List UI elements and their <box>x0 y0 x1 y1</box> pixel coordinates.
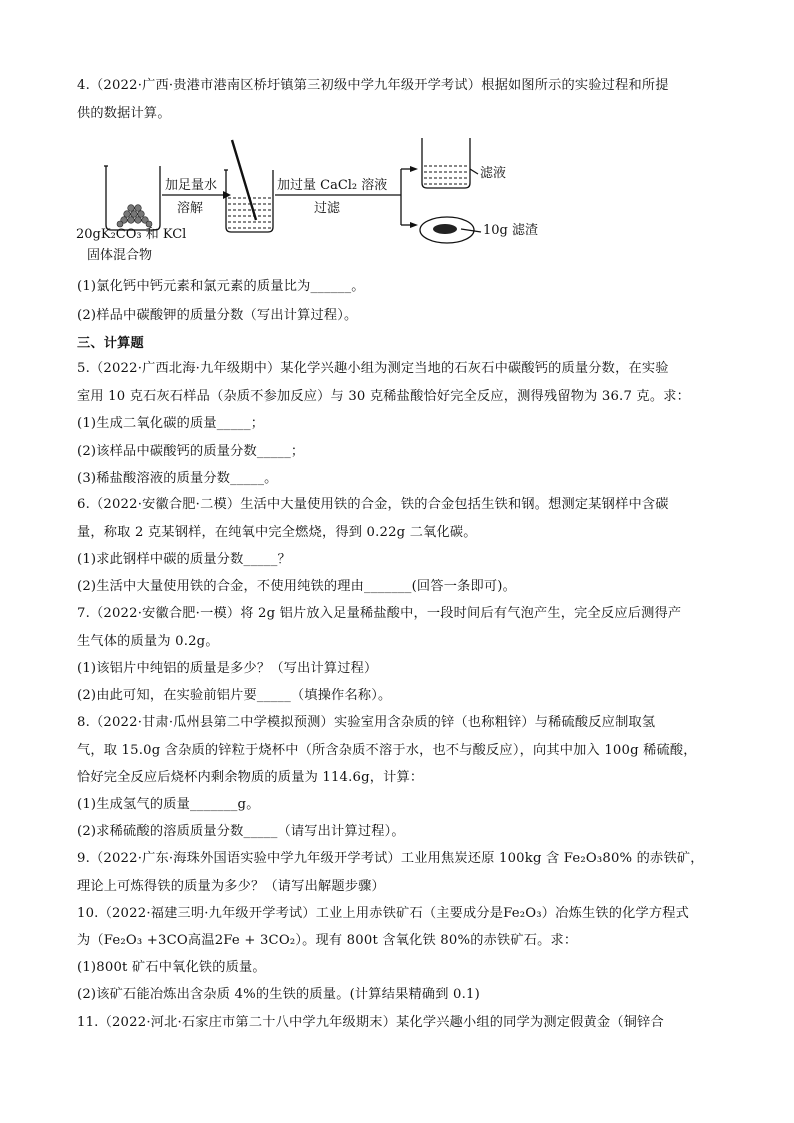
q10-sub1: (1)800t 矿石中氧化铁的质量。 <box>77 960 266 975</box>
filtrate-label: 滤液 <box>480 166 507 181</box>
q5-text-line1: 5.（2022·广西北海·九年级期中）某化学兴趣小组为测定当地的石灰石中碳酸钙的质量分数，在实验 <box>77 361 669 376</box>
section-heading: 三、计算题 <box>77 336 144 351</box>
q5-text-line2: 室用 10 克石灰石样品（杂质不参加反应）与 30 克稀盐酸恰好完全反应，测得残留物为 36.7 克。求： <box>77 389 690 404</box>
q8-text-line3: 恰好完全反应后烧杯内剩余物质的质量为 114.6g，计算： <box>77 770 424 785</box>
q5-sub3: (3)稀盐酸溶液的质量分数_____。 <box>77 471 278 486</box>
q8-text-line1: 8.（2022·甘肃·瓜州县第二中学模拟预测）实验室用含杂质的锌（也称粗锌）与稀硫酸反应制取氢 <box>77 715 656 730</box>
residue-label: 10g 滤渣 <box>483 223 538 238</box>
q6-sub1: (1)求此钢样中碳的质量分数_____？ <box>77 552 291 567</box>
q7-sub1: (1)该铝片中纯铝的质量是多少？（写出计算过程） <box>77 661 378 676</box>
q10-text-line2: 为（Fe₂O₃ +3CO高温2Fe + 3CO₂）。现有 800t 含氧化铁 80%的赤铁矿石。求： <box>77 933 578 948</box>
step1-label-top: 加足量水 <box>165 178 218 193</box>
solid-particles <box>117 205 152 227</box>
q7-text-line2: 生气体的质量为 0.2g。 <box>77 634 219 649</box>
q9-text-line2: 理论上可炼得铁的质量为多少？（请写出解题步骤） <box>77 879 385 894</box>
q4-sub1: (1)氯化钙中钙元素和氯元素的质量比为______。 <box>77 279 365 294</box>
step2-label-top: 加过量 CaCl₂ 溶液 <box>277 178 388 193</box>
glass-rod <box>232 140 256 220</box>
step1-label-bottom: 溶解 <box>177 201 204 216</box>
q8-sub1: (1)生成氢气的质量_______g。 <box>77 797 260 812</box>
q4-text-line1: 4.（2022·广西·贵港市港南区桥圩镇第三初级中学九年级开学考试）根据如图所示的实验过程和所提 <box>77 78 669 93</box>
q10-sub2: (2)该矿石能冶炼出含杂质 4%的生铁的质量。(计算结果精确到 0.1) <box>77 987 480 1002</box>
q7-sub2: (2)由此可知，在实验前铝片要_____（填操作名称）。 <box>77 688 392 703</box>
filtrate-liquid <box>424 166 468 184</box>
beaker-3 <box>422 138 470 188</box>
q4-sub2: (2)样品中碳酸钾的质量分数（写出计算过程）。 <box>77 308 358 323</box>
q7-text-line1: 7.（2022·安徽合肥·一模）将 2g 铝片放入足量稀盐酸中，一段时间后有气泡产生，完全反应后测得产 <box>77 606 682 621</box>
q6-text-line2: 量，称取 2 克某钢样，在纯氧中完全燃烧，得到 0.22g 二氧化碳。 <box>77 525 477 540</box>
q5-sub2: (2)该样品中碳酸钙的质量分数_____； <box>77 444 305 459</box>
q4-text-line2: 供的数据计算。 <box>77 106 171 121</box>
mixture-label-line1: 20gK₂CO₃ 和 KCl <box>76 227 187 242</box>
q8-sub2: (2)求稀硫酸的溶质质量分数_____（请写出计算过程）。 <box>77 824 405 839</box>
q9-text-line1: 9.（2022·广东·海珠外国语实验中学九年级开学考试）工业用焦炭还原 100kg 含 Fe₂O₃80% 的赤铁矿， <box>77 851 704 866</box>
q11-text-line1: 11.（2022·河北·石家庄市第二十八中学九年级期末）某化学兴趣小组的同学为测定假黄金（铜锌合 <box>77 1015 664 1030</box>
experiment-diagram <box>76 138 536 270</box>
q6-sub2: (2)生活中大量使用铁的合金，不使用纯铁的理由_______(回答一条即可)。 <box>77 579 516 594</box>
mixture-label-line2: 固体混合物 <box>87 248 153 263</box>
q8-text-line2: 气，取 15.0g 含杂质的锌粒于烧杯中（所含杂质不溶于水，也不与酸反应），向其中加入 100g 稀硫酸， <box>77 743 697 758</box>
q6-text-line1: 6.（2022·安徽合肥·二模）生活中大量使用铁的合金，铁的合金包括生铁和钢。想测定某钢样中含碳 <box>77 497 669 512</box>
filter-residue <box>433 224 457 234</box>
q10-text-line1: 10.（2022·福建三明·九年级开学考试）工业上用赤铁矿石（主要成分是Fe₂O₃）冶炼生铁的化学方程式 <box>77 906 690 921</box>
q5-sub1: (1)生成二氧化碳的质量_____； <box>77 416 265 431</box>
step2-label-bottom: 过滤 <box>314 201 341 216</box>
